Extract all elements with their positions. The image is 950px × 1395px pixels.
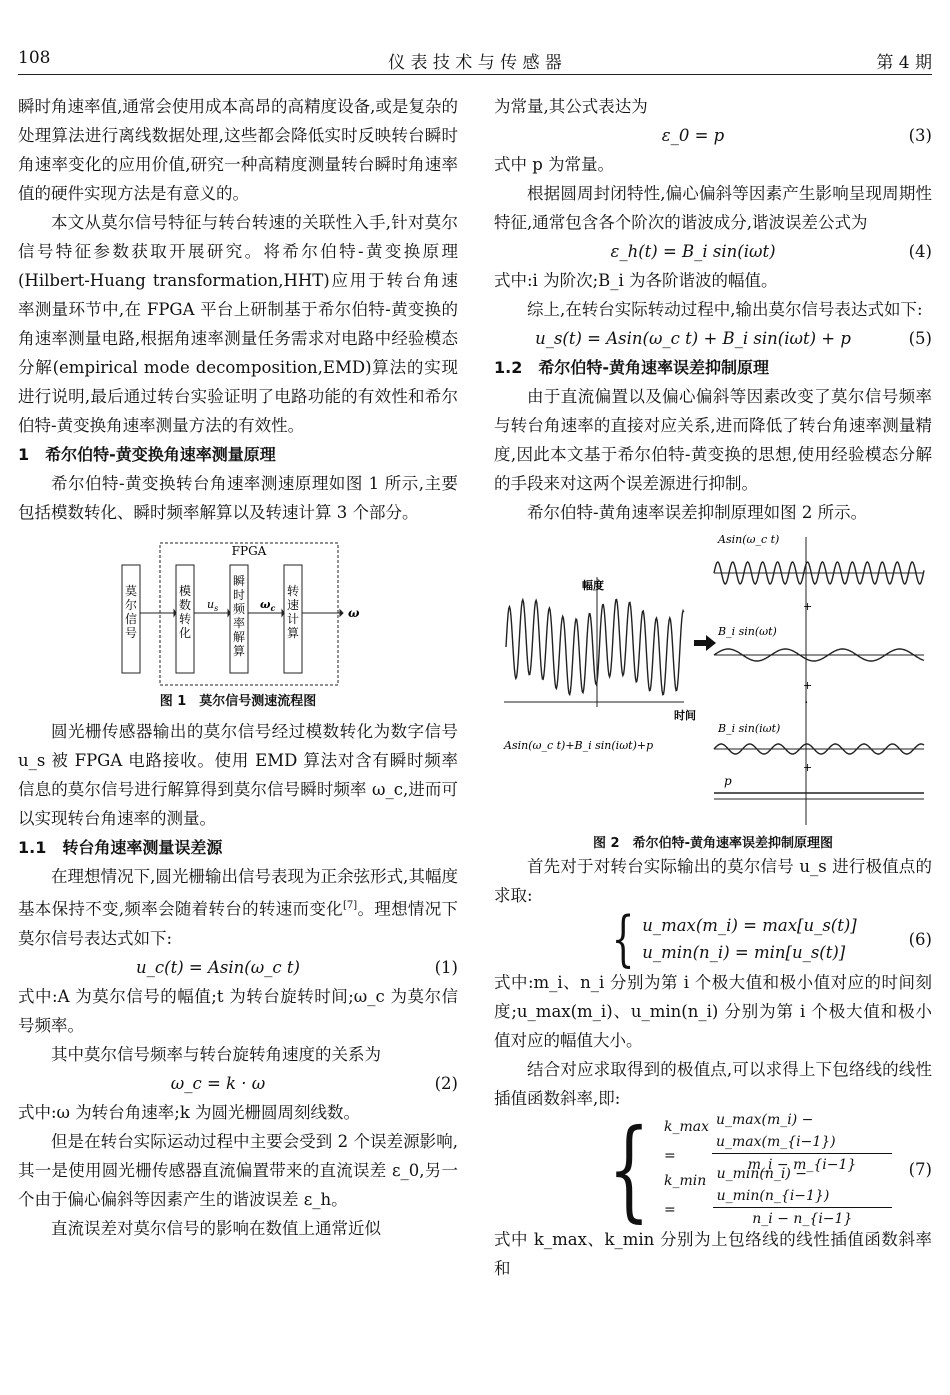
paragraph: 直流误差对莫尔信号的影响在数值上通常近似 bbox=[51, 1218, 381, 1238]
paragraph: 由于直流偏置以及偏心偏斜等因素改变了莫尔信号频率与转台角速率的直接对应关系,进而降低了转台角速率测量精度,因此本文基于希尔伯特-黄变换的思想,使用经验模态分解的手段来对这两个误差源进行抑制。 bbox=[494, 387, 932, 493]
comp1-label: Asin(ω_c t) bbox=[718, 533, 780, 546]
section-heading: 1 希尔伯特-黄变换角速率测量原理 bbox=[18, 445, 276, 464]
section-heading: 1.2 希尔伯特-黄角速率误差抑制原理 bbox=[494, 358, 769, 377]
figure-1-diagram bbox=[18, 533, 458, 693]
equation-6: { u_max(m_i) = max[u_s(t)] u_min(n_i) = min[u_s(t)] (6) bbox=[611, 904, 932, 974]
journal-title: 仪 表 技 术 与 传 感 器 bbox=[388, 53, 562, 73]
fpga-label: FPGA bbox=[231, 544, 267, 558]
issue-label: 第 4 期 bbox=[876, 53, 932, 73]
equation-3: ε_0 = p (3) bbox=[661, 126, 932, 145]
paragraph: 在理想情况下,圆光栅输出信号表现为正余弦形式,其幅度基本保持不变,频率会随着转台的转速而变化[7]。理想情况下莫尔信号表达式如下: bbox=[18, 867, 459, 948]
citation: [7] bbox=[342, 900, 358, 911]
paragraph: 为常量,其公式表达为 bbox=[494, 97, 648, 116]
fig2-input-label: Asin(ω_c t)+B_i sin(iωt)+p bbox=[504, 739, 654, 752]
page-number: 108 bbox=[18, 48, 51, 68]
paragraph: 圆光栅传感器输出的莫尔信号经过模数转化为数字信号 u_s 被 FPGA 电路接收。使用 EMD 算法对含有瞬时频率信息的莫尔信号进行解算得到莫尔信号瞬时频率 ω_c,进而可以实现转台角速率的测量。 bbox=[18, 722, 458, 828]
block-freq-label: 瞬时频率解算 bbox=[232, 574, 246, 658]
paragraph: 根据圆周封闭特性,偏心偏斜等因素产生影响呈现周期性特征,通常包含各个阶次的谐波成分,谐波误差公式为 bbox=[494, 184, 932, 232]
label-w: ω bbox=[348, 606, 360, 620]
paragraph: 但是在转台实际运动过程中主要会受到 2 个误差源影响,其一是使用圆光栅传感器直流偏置带来的直流误差 ε_0,另一个由于偏心偏斜等因素产生的谐波误差 ε_h。 bbox=[18, 1131, 458, 1209]
paragraph: 式中:ω 为转台角速率;k 为圆光栅圆周刻线数。 bbox=[18, 1102, 361, 1122]
section-heading: 1.1 转台角速率测量误差源 bbox=[18, 838, 223, 857]
equation-1: u_c(t) = Asin(ω_c t) (1) bbox=[136, 957, 458, 977]
paragraph: 式中:m_i、n_i 分别为第 i 个极大值和极小值对应的时间刻度;u_max(m_i)、u_min(n_i) 分别为第 i 个极大值和极小值对应的幅值大小。 bbox=[494, 973, 932, 1050]
equation-5: u_s(t) = Asin(ω_c t) + B_i sin(iωt) + p (5) bbox=[535, 329, 932, 348]
comp2-label: B_i sin(ωt) bbox=[718, 625, 777, 638]
paragraph: 本文从莫尔信号特征与转台转速的关联性入手,针对莫尔信号特征参数获取开展研究。将希尔伯特-黄变换原理(Hilbert-Huang transformation,HHT)应用于转台角速率测量环节中,在 FPGA 平台上研制基于希尔伯特-黄变换的角速率测量电路,根据角速率测量任务需求对电路中经验模态分解(empirical mode decomposition,EMD)算法的实现进行说明,最后通过转台实验证明了电路功能的有效性和希尔伯特-黄变换角速率测量方法的有效性。 bbox=[18, 213, 458, 435]
header-rule bbox=[18, 74, 932, 75]
figure-2-caption: 图 2 希尔伯特-黄角速率误差抑制原理图 bbox=[593, 836, 833, 851]
decompose-arrow bbox=[694, 635, 716, 651]
equation-4: ε_h(t) = B_i sin(iωt) (4) bbox=[610, 242, 932, 261]
comp4-label: p bbox=[724, 774, 732, 788]
paragraph: 式中:A 为莫尔信号的幅值;t 为转台旋转时间;ω_c 为莫尔信号频率。 bbox=[18, 986, 458, 1035]
fig2-xlabel: 时间 bbox=[674, 709, 696, 722]
label-wc: $\omega_c$ bbox=[260, 598, 276, 613]
comp3-label: B_i sin(iωt) bbox=[718, 722, 781, 735]
paragraph: 综上,在转台实际转动过程中,输出莫尔信号表达式如下: bbox=[527, 300, 923, 319]
label-us: $u_s$ bbox=[207, 598, 219, 613]
left-column bbox=[18, 92, 458, 1243]
paragraph: 希尔伯特-黄变换转台角速率测速原理如图 1 所示,主要包括模数转化、瞬时频率解算以及转速计算 3 个部分。 bbox=[18, 474, 458, 522]
equation-2: ω_c = k · ω (2) bbox=[170, 1073, 458, 1093]
figure-1 bbox=[18, 527, 458, 717]
paragraph: 式中 p 为常量。 bbox=[494, 155, 615, 174]
right-column bbox=[494, 92, 932, 1283]
paragraph: 式中:i 为阶次;B_i 为各阶谐波的幅值。 bbox=[494, 271, 778, 290]
equation-7: { k_max = $\frac{u\_\max(m\_i) - u\_\max(m\_\{i-1\})}{m\_i - m\_\{i-1\}}$ k_min = $\frac{u\_\min(n\_i) - u\_\min(n\_\{i-1\})}{n\_i - n\_\{i-1\}}$ (7) bbox=[608, 1105, 932, 1233]
paragraph: 式中 k_max、k_min 分别为上包络线的线性插值函数斜率和 bbox=[494, 1230, 932, 1278]
plus-1: + bbox=[803, 600, 813, 613]
paragraph: 瞬时角速率值,通常会使用成本高昂的高精度设备,或是复杂的处理算法进行离线数据处理,这些都会降低实时反映转台瞬时角速率变化的应用价值,研究一种高精度测量转台瞬时角速率值的硬件实现方法是有意义的。 bbox=[18, 97, 458, 203]
figure-2-diagram bbox=[494, 527, 932, 827]
figure-2 bbox=[494, 527, 932, 852]
composite-signal bbox=[506, 600, 684, 695]
fig2-ylabel: 幅度 bbox=[582, 579, 604, 592]
block-adc-label: 模数转化 bbox=[178, 584, 192, 640]
block-moire-label: 莫尔信号 bbox=[124, 584, 138, 640]
paragraph: 其中莫尔信号频率与转台旋转角速度的关系为 bbox=[51, 1044, 381, 1064]
paragraph: 结合对应求取得到的极值点,可以求得上下包络线的线性插值函数斜率,即: bbox=[494, 1060, 932, 1108]
figure-1-caption: 图 1 莫尔信号测速流程图 bbox=[159, 694, 317, 709]
block-speed-label: 转速计算 bbox=[286, 584, 300, 640]
dots: · bbox=[804, 695, 809, 711]
plus-3: + bbox=[803, 761, 813, 774]
paragraph: 希尔伯特-黄角速率误差抑制原理如图 2 所示。 bbox=[527, 503, 868, 522]
paragraph: 首先对于对转台实际输出的莫尔信号 u_s 进行极值点的求取: bbox=[494, 857, 932, 905]
plus-2: + bbox=[803, 679, 813, 692]
